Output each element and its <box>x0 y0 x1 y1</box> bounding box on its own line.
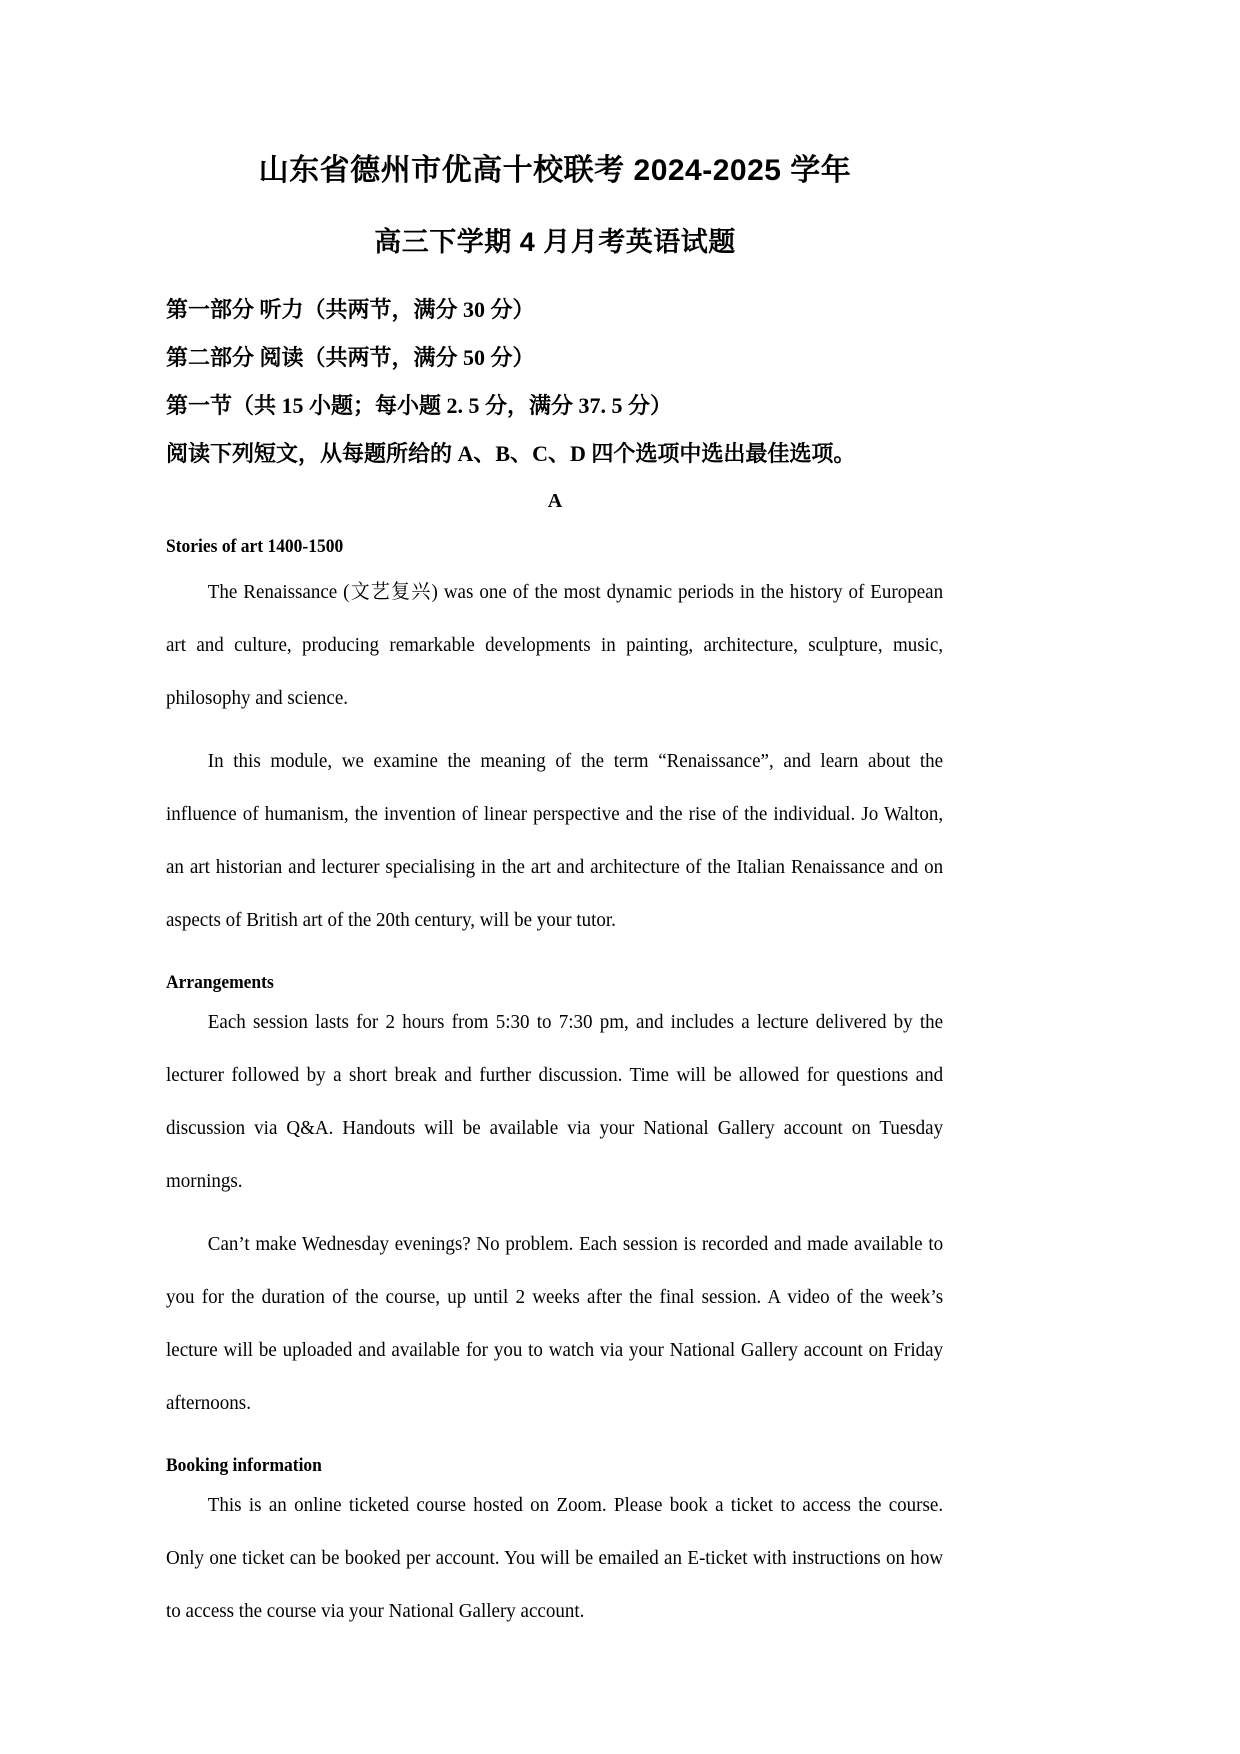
passage-paragraph: Each session lasts for 2 hours from 5:30 to 7:30 pm, and includes a lecture delivered by the lecturer followed by a short break and further discussion. Time will be allowed for questions and discussion via Q&A. Handouts will be available via your National Gallery account on Tuesday mornings. <box>166 1011 944 1193</box>
passage-heading: Stories of art 1400-1500 <box>166 536 344 558</box>
passage-paragraph: The Renaissance (文艺复兴) was one of the most dynamic periods in the history of European art and culture, producing remarkable developments in painting, architecture, sculpture, music, philosophy and science. <box>166 581 944 710</box>
passage-paragraph: In this module, we examine the meaning of the term “Renaissance”, and learn about the influence of humanism, the invention of linear perspective and the rise of the individual. Jo Walton, an art historian and lecturer specialising in the art and architecture of the Italian Renaissance and on aspects of British art of the 20th century, will be your tutor. <box>166 750 944 932</box>
document-content <box>166 0 944 1638</box>
passage-subheading-arrangements: Arrangements <box>166 972 274 994</box>
instruction-section-one-scoring: 第一节（共 15 小题；每小题 2. 5 分，满分 37. 5 分） <box>166 393 673 419</box>
page-subtitle: 高三下学期 4 月月考英语试题 <box>374 226 736 257</box>
passage-paragraph: This is an online ticketed course hosted on Zoom. Please book a ticket to access the course. Only one ticket can be booked per account. You will be emailed an E-ticket with instructions on how to access the course via your National Gallery account. <box>166 1494 944 1623</box>
instruction-part-one-listening: 第一部分 听力（共两节，满分 30 分） <box>166 297 535 323</box>
instruction-choose-best-option: 阅读下列短文，从每题所给的 A、B、C、D 四个选项中选出最佳选项。 <box>166 441 856 467</box>
section-letter-a: A <box>547 490 563 513</box>
passage-paragraph: Can’t make Wednesday evenings? No problem. Each session is recorded and made available to you for the duration of the course, up until 2 weeks after the final session. A video of the week’s lecture will be uploaded and available for you to watch via your National Gallery account on Friday afternoons. <box>166 1233 944 1415</box>
passage-subheading-booking-information: Booking information <box>166 1455 322 1477</box>
page-title: 山东省德州市优高十校联考 2024-2025 学年 <box>258 154 852 187</box>
instruction-part-two-reading: 第二部分 阅读（共两节，满分 50 分） <box>166 345 535 371</box>
